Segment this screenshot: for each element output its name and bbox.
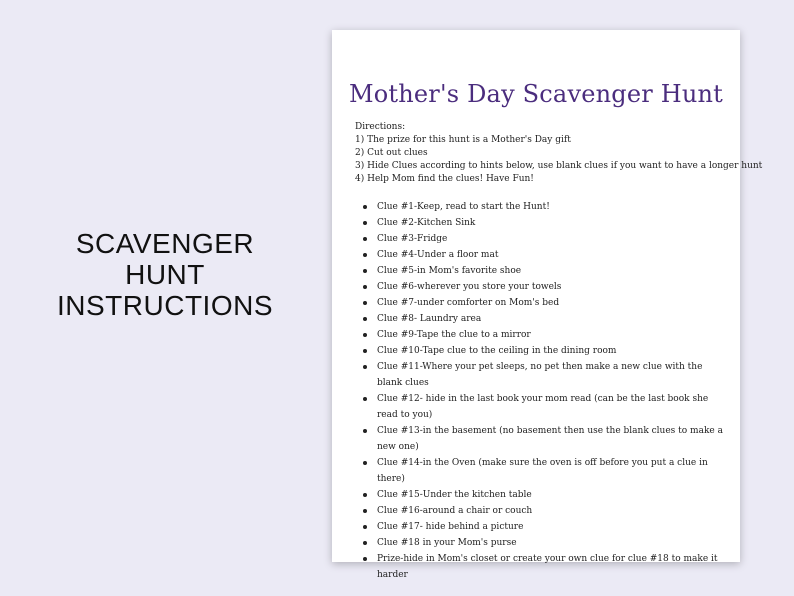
directions-block (355, 121, 763, 186)
clue-item: Clue #16-around a chair or couch (355, 503, 725, 519)
clue-item: Clue #18 in your Mom's purse (355, 535, 725, 551)
directions-heading: Directions: (355, 122, 406, 132)
clue-item: Clue #1-Keep, read to start the Hunt! (355, 199, 725, 215)
side-title-line: SCAVENGER (75, 228, 255, 259)
clue-item: Clue #2-Kitchen Sink (355, 215, 725, 231)
side-title-line: HUNT (125, 259, 205, 290)
direction-item: 4) Help Mom find the clues! Have Fun! (355, 174, 534, 184)
clue-item: Clue #4-Under a floor mat (355, 247, 725, 263)
document-page (332, 30, 763, 580)
document-title: Mother's Day Scavenger Hunt (348, 80, 724, 108)
side-title (40, 228, 290, 321)
side-title-line: INSTRUCTIONS (57, 290, 273, 321)
clue-item: Clue #10-Tape clue to the ceiling in the dining room (355, 343, 725, 359)
clue-item: Clue #7-under comforter on Mom's bed (355, 295, 725, 311)
clue-item: Clue #15-Under the kitchen table (355, 487, 725, 503)
clue-item: Clue #5-in Mom's favorite shoe (355, 263, 725, 279)
clue-item: Clue #13-in the basement (no basement then use the blank clues to make a new one) (355, 423, 725, 455)
clue-item: Clue #9-Tape the clue to a mirror (355, 327, 725, 343)
direction-item: 3) Hide Clues according to hints below, use blank clues if you want to have a longer hunt (355, 161, 763, 171)
direction-item: 2) Cut out clues (355, 148, 428, 158)
clue-item: Clue #14-in the Oven (make sure the oven is off before you put a clue in there) (355, 455, 725, 487)
clue-item: Clue #17- hide behind a picture (355, 519, 725, 535)
clue-item: Prize-hide in Mom's closet or create your own clue for clue #18 to make it harder (355, 551, 725, 583)
clue-item: Clue #8- Laundry area (355, 311, 725, 327)
clue-item: Clue #6-wherever you store your towels (355, 279, 725, 295)
clue-list (355, 199, 725, 583)
clue-item: Clue #11-Where your pet sleeps, no pet then make a new clue with the blank clues (355, 359, 725, 391)
clue-item: Clue #12- hide in the last book your mom read (can be the last book she read to you) (355, 391, 725, 423)
direction-item: 1) The prize for this hunt is a Mother's Day gift (355, 135, 571, 145)
clue-item: Clue #3-Fridge (355, 231, 725, 247)
